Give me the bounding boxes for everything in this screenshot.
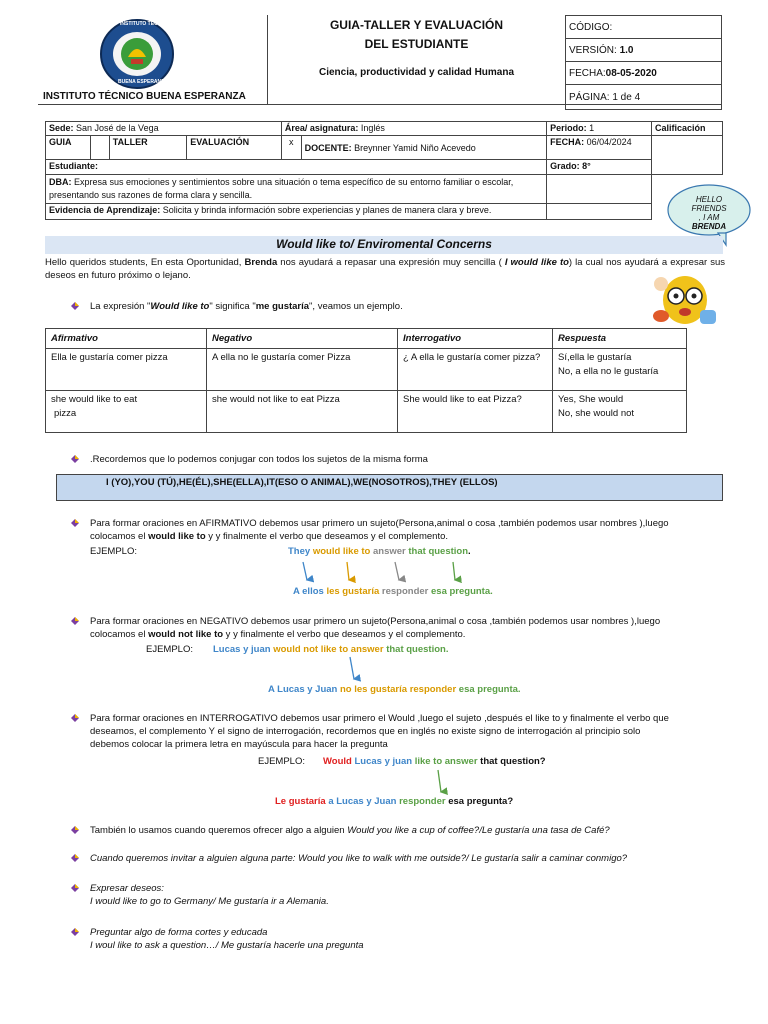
inter-s1: Would [323,756,352,767]
cell-line: she would like to eat [51,394,138,405]
fecha-info-label: FECHA: [550,137,585,147]
grado [547,160,652,175]
empty-cell [547,204,652,220]
calificacion-box[interactable] [652,136,723,175]
use2: Cuando queremos invitar a alguien alguna parte: Would you like to walk with me outside?/ Le gustaría salir a caminar conmigo? [90,853,628,864]
cell [46,391,207,433]
inter-arrow [432,768,452,798]
periodo-value: 1 [586,123,595,133]
version [566,39,722,62]
area-value: Inglés [358,123,385,133]
inter-t2: a Lucas y Juan [328,796,397,807]
afirm-t2: les gustaría [326,586,380,597]
neg-t3: responder [409,684,457,695]
calificacion-text: Calificación [655,123,706,133]
bubble-text [666,195,752,231]
periodo [547,122,652,136]
speech-bubble [666,183,752,239]
taller-cell [109,136,187,160]
neg-sentence [213,643,448,656]
logo-text-bottom: BUENA ESPERANZA [118,79,168,85]
inter-s4: that question? [480,756,546,767]
version-label: VERSIÓN: [569,44,620,56]
use4a: Preguntar algo de forma cortes y educada [90,927,268,938]
bullet1-d: me gustaría [255,301,310,312]
periodo-label: Periodo: [550,123,587,133]
bullet1-text [90,300,403,313]
afirm-p2b: would like to [148,531,206,542]
afirm-s1: They [288,546,311,557]
evaluacion-cell [187,136,282,160]
afirm-s3: answer [373,546,406,557]
docente-value: Breynner Yamid Niño Acevedo [351,142,476,153]
neg-t4: esa pregunta. [458,684,521,695]
codigo: CÓDIGO: [566,16,722,39]
use4 [90,926,364,952]
bullet1-c: " significa " [209,301,256,312]
inter-s2: Lucas y juan [354,756,413,767]
inter-t4: esa pregunta? [448,796,514,807]
afirm-p2 [90,530,448,543]
estudiante-label: Estudiante: [49,161,99,171]
docente [301,136,547,160]
afirm-t4: esa pregunta. [431,586,493,597]
fecha [566,62,722,85]
inter-sentence [323,755,546,768]
neg-s2: would not like to [273,644,349,655]
neg-s4: that question. [386,644,449,655]
bullet-icon [70,713,80,723]
neg-p2b: would not like to [148,629,224,640]
cell-line: pizza [54,408,77,419]
dba-label: DBA: [49,177,72,187]
bullet-icon [70,883,80,893]
use4b: I woul like to ask a question…/ Me gustaría hacerle una pregunta [90,940,364,951]
th-respuesta: Respuesta [553,329,687,349]
area-label: Área/ asignatura: [284,123,359,133]
use1b: Would you like a cup of coffee?/Le gustaría una tasa de Café? [347,825,610,836]
taller-label: TALLER [112,137,148,147]
bullet-icon [70,927,80,937]
logo-text-top: INSTITUTO TÉCNICO [120,21,171,27]
neg-t2: no les gustaría [339,684,408,695]
inter-t3: responder [399,796,446,807]
bubble-line1: HELLO [695,195,723,204]
afirm-s4: that question [408,546,469,557]
inter-p2: deseamos, el complemento Y el signo de interrogación, recordemos que en inglés no existe signo de interrogación al principio solo [90,726,641,737]
fecha-value: 08-05-2020 [605,67,657,79]
neg-p1: Para formar oraciones en NEGATIVO debemos usar primero un sujeto(Persona,animal o cosa ,también podemos usar nombres ),luego [90,616,661,627]
intro-a: Hello queridos students, En esta Oportunidad, [45,257,245,268]
evaluacion-check[interactable]: x [281,136,301,160]
school-name: INSTITUTO TÉCNICO BUENA ESPERANZA [43,91,246,102]
grado-label: Grado: 8° [550,161,591,171]
inter-t1: Le gustaría [275,796,326,807]
bullet-icon [70,825,80,835]
afirm-p2a: colocamos el [90,531,149,542]
intro-c: nos ayudará a repasar una expresión muy sencilla ( [277,257,505,268]
cell-line: No, a ella no le gustaría [558,366,659,377]
subjects-text: I (YO),YOU (TÚ),HE(ÉL),SHE(ELLA),IT(ESO O ANIMAL),WE(NOSOTROS),THEY (ELLOS) [106,477,498,488]
inter-s3: like to answer [414,756,478,767]
calificacion-label [652,122,723,136]
neg-s1: Lucas y juan [213,644,271,655]
neg-t1: A Lucas y Juan [268,684,338,695]
neg-p2a: colocamos el [90,629,149,640]
info-table [45,121,723,220]
bullet2-text: .Recordemos que lo podemos conjugar con todos los sujetos de la misma forma [90,454,428,465]
use3b: I would like to go to Germany/ Me gustaría ir a Alemania. [90,896,329,907]
cell: she would not like to eat Pizza [207,391,398,433]
use1a: También lo usamos cuando queremos ofrecer algo a alguien [90,825,348,836]
cell: ¿ A ella le gustaría comer pizza? [398,349,553,391]
cell-line: Yes, She would [558,394,624,405]
sede [46,122,282,136]
fecha-label: FECHA: [569,67,606,79]
inter-p3: debemos colocar la primera letra en mayúscula para hacer la pregunta [90,739,388,750]
afirm-translation [293,585,493,598]
neg-p2 [90,628,465,641]
area [281,122,546,136]
doc-title-line1: GUIA-TALLER Y EVALUACIÓN [329,18,504,32]
cell-line: No, she would not [558,408,635,419]
afirm-t1: A ellos [293,586,324,597]
bullet-icon [70,518,80,528]
dba-value: Expresa sus emociones y sentimientos sobre una situación o tema específico de su entorno familiar o escolar, presentando sus razones de forma clara y sencilla. [49,177,514,200]
use3 [90,882,329,908]
use3a: Expresar deseos: [90,883,164,894]
docente-label: DOCENTE: [304,142,352,153]
cell [553,391,687,433]
bullet-icon [70,853,80,863]
afirm-s2: would like to [312,546,371,557]
afirm-ejemplo: EJEMPLO: [90,546,137,557]
afirm-sentence: They would like to answer that question. [288,546,471,557]
intro-b: Brenda [244,257,278,268]
bullet-icon [70,616,80,626]
bullet1-a: La expresión " [90,301,151,312]
pagina: PÁGINA: 1 de 4 [566,85,722,110]
use1 [90,824,610,837]
th-afirmativo: Afirmativo [46,329,207,349]
doc-title-line2: DEL ESTUDIANTE [364,37,469,51]
guia-check[interactable] [90,136,109,160]
section-title: Would like to/ Enviromental Concerns [276,237,492,251]
inter-translation [275,795,513,808]
bullet-icon [70,454,80,464]
cell [553,349,687,391]
evaluacion-label: EVALUACIÓN [190,137,250,147]
afirm-p2c: y y finalmente el verbo que deseamos y el complemento. [205,531,449,542]
empty-cell [547,175,652,204]
evidencia-label: Evidencia de Aprendizaje: [49,205,161,215]
neg-p2c: y y finalmente el verbo que deseamos y el complemento. [223,629,466,640]
cell: Ella le gustaría comer pizza [46,349,207,391]
fecha-info [547,136,652,160]
header-block [38,15,722,105]
bullet1-b: Would like to [150,301,210,312]
estudiante[interactable] [46,160,547,175]
cell: A ella no le gustaría comer Pizza [207,349,398,391]
bubble-line4: BRENDA [691,222,727,231]
brenda-picture [645,272,725,326]
bullet1-e: ", veamos un ejemplo. [309,301,403,312]
evidencia-value: Solicita y brinda información sobre experiencias y planes de manera clara y breve. [160,205,492,215]
th-interrogativo: Interrogativo [398,329,553,349]
bullet-icon [70,301,80,311]
guia-cell [46,136,91,160]
inter-ejemplo: EJEMPLO: [258,756,305,767]
cell-line: Sí,ella le gustaría [558,352,632,363]
bubble-line3: , I AM [698,213,720,222]
th-negativo: Negativo [207,329,398,349]
intro-text [45,256,725,282]
cell: She would like to eat Pizza? [398,391,553,433]
evidencia [46,204,547,220]
fecha-info-value: 06/04/2024 [584,137,632,147]
guia-label: GUIA [49,137,72,147]
bubble-line2: FRIENDS [691,204,727,213]
neg-ejemplo: EJEMPLO: [146,644,193,655]
dba [46,175,547,204]
intro-e: ) la cual nos ayudará a expresar sus deseos en futuro próximo o lejano. [45,257,726,281]
sede-value: San José de la Vega [73,123,159,133]
afirm-p1: Para formar oraciones en AFIRMATIVO debemos usar primero un sujeto(Persona,animal o cosa ,también podemos usar nombres ),luego [90,518,669,529]
meta-table [565,15,722,110]
doc-subtitle: Ciencia, productividad y calidad Humana [318,67,515,78]
intro-d: I would like to [504,257,569,268]
inter-p1: Para formar oraciones en INTERROGATIVO debemos usar primero el Would ,luego el sujeto ,después el like to y finalmente el verbo que [90,713,669,724]
sede-label: Sede: [49,123,74,133]
afirm-t3: responder [381,586,429,597]
neg-translation [268,683,521,696]
conjugation-table [45,328,687,433]
version-value: 1.0 [619,44,634,56]
neg-s3: answer [350,644,384,655]
